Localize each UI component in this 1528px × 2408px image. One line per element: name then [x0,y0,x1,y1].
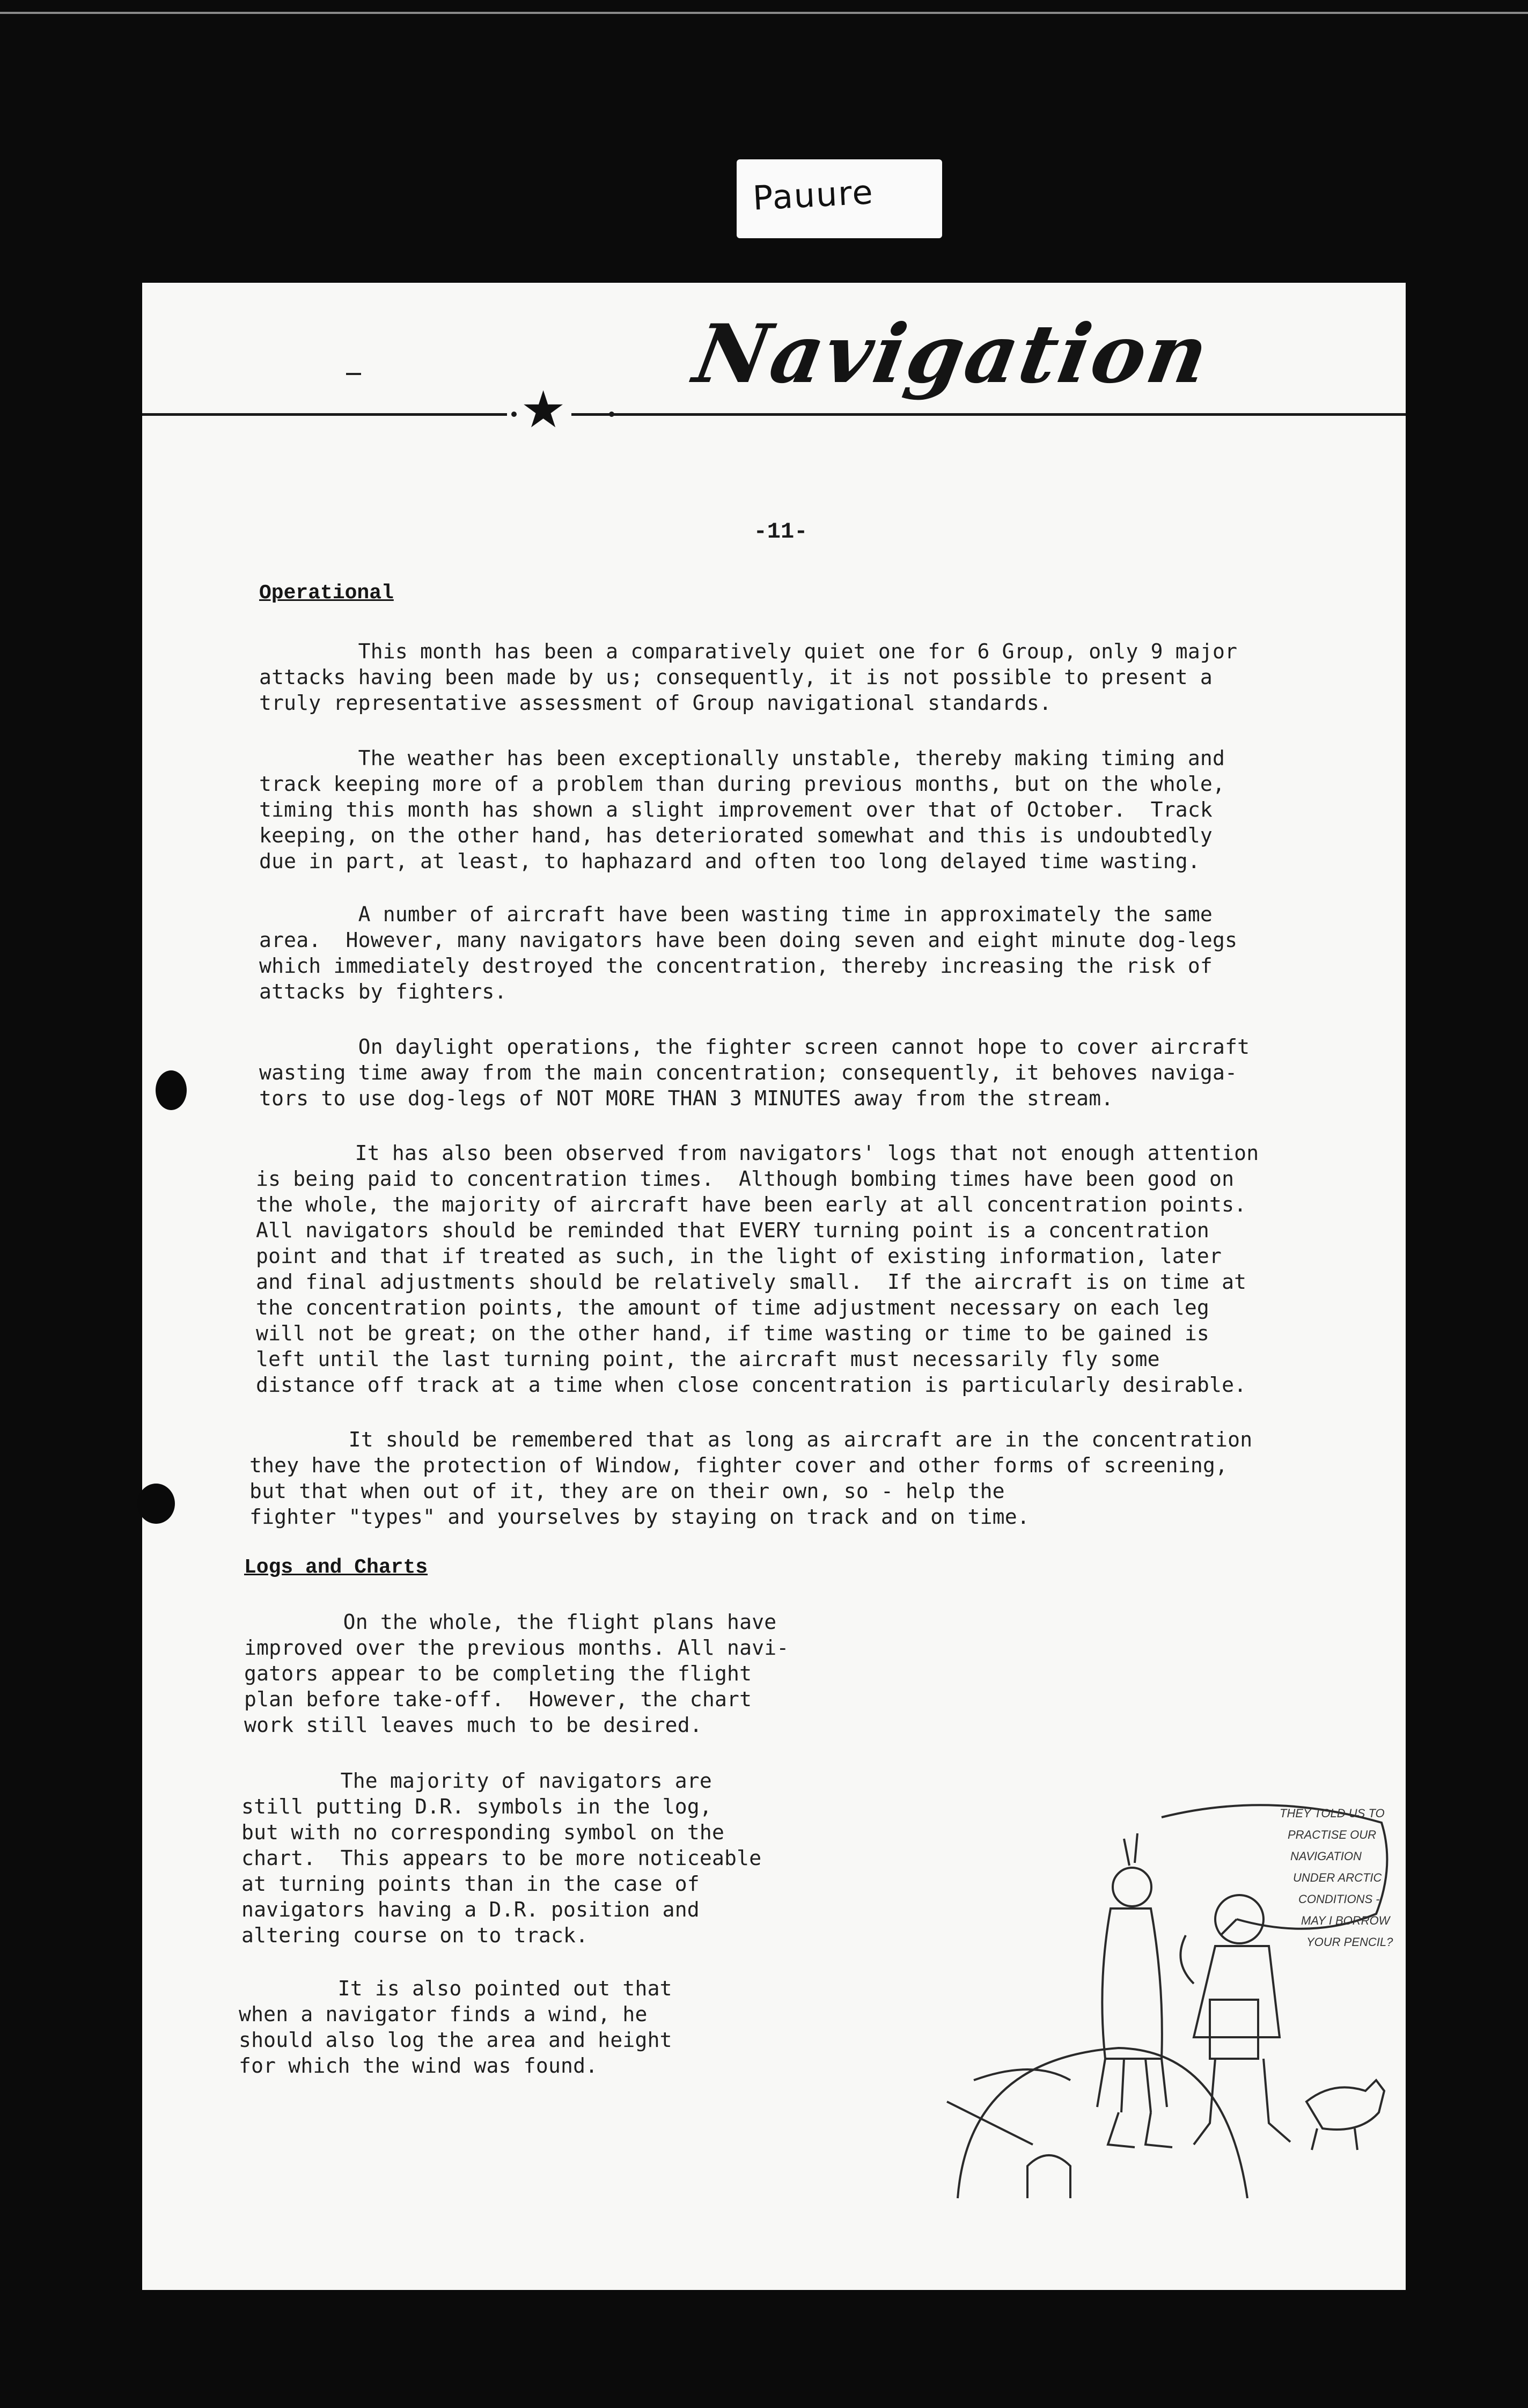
masthead-rule-right [571,413,1406,416]
star-icon: ★ [520,380,567,439]
paragraph: It should be remembered that as long as aircraft are in the concentration they have the protection of Window, fighter cover and other forms of screening, but that when out of it, they are on their own, so - help the fighter "types" and yourselves by staying on track and on time. [249,1428,1253,1529]
paragraph: It has also been observed from navigators' logs that not enough attention is being paid to concentration times. Although bombing times have been good on the whole, the majority of aircraft have been early at all concentration points. All navigators should be reminded that EVERY turning point is a concentration point and that if treated as such, in the light of existing information, later and final adjustments should be relatively small. If the aircraft is on time at the concentration points, the amount of time adjustment necessary on each leg will not be great; on the other hand, if time wasting or time to be gained is left until the last turning point, the aircraft must necessarily fly some distance off track at a time when close concentration is particularly desirable. [256,1141,1259,1397]
paragraph: This month has been a comparatively quiet one for 6 Group, only 9 major attacks having been made by us; consequently, it is not possible to present a truly representative assessment of Group navigational standards. [259,640,1238,715]
ink-blot [156,1070,187,1110]
eskimo-figure [1097,1833,1172,2147]
navigator-figure [1180,1895,1290,2145]
cartoon-illustration [893,1758,1406,2214]
cartoon-caption-line: MAY I BORROW [1301,1914,1390,1927]
cartoon-caption-line: THEY TOLD US TO [1280,1807,1385,1820]
paragraph: The weather has been exceptionally unstable, thereby making timing and track keeping more of a problem than during previous months, but on the whole, timing this month has shown a slight improvement over that of October. Track keeping, on the other hand, has deteriorated somewhat and this is undoubtedly due in part, at least, to haphazard and often too long delayed time wasting. [259,746,1225,873]
scan-edge-line [0,12,1528,14]
page-number: -11- [753,519,808,545]
paragraph: It is also pointed out that when a navigator finds a wind, he should also log the area and height for which the wind was found. [239,1977,672,2077]
section-heading-operational: Operational [259,582,394,605]
cartoon-caption-line: NAVIGATION [1290,1849,1362,1863]
document-page [142,283,1406,2290]
punch-hole [137,1484,175,1524]
paragraph: On daylight operations, the fighter screen cannot hope to cover aircraft wasting time away from the main concentration; consequently, it behoves naviga- tors to use dog-legs of NOT MORE THAN 3 MINUTES away from the stream. [259,1035,1250,1110]
cartoon-caption-line: UNDER ARCTIC [1293,1871,1382,1884]
masthead-rule-left [142,413,507,416]
handwritten-label-card [737,159,942,238]
cartoon-caption-line: CONDITIONS - [1298,1892,1380,1906]
dog-icon [1306,2080,1384,2150]
handwritten-label: Pauure [752,172,875,218]
masthead-title: Navigation [687,307,1217,401]
cartoon-caption-line: YOUR PENCIL? [1306,1935,1393,1949]
paragraph: On the whole, the flight plans have improved over the previous months. All navi- gators appear to be completing the flight plan before take-off. However, the chart work still leaves much to be desired. [244,1610,789,1737]
paragraph: The majority of navigators are still putting D.R. symbols in the log, but with no corresponding symbol on the chart. This appears to be more noticeable at turning points than in the case of navigators having a D.R. position and altering course on to track. [241,1769,762,1947]
masthead-dash [346,373,361,375]
rule-dot [511,412,517,417]
cartoon-caption-line: PRACTISE OUR [1288,1828,1377,1841]
section-heading-logs-and-charts: Logs and Charts [244,1556,428,1579]
paragraph: A number of aircraft have been wasting time in approximately the same area. However, many navigators have been doing seven and eight minute dog-legs which immediately destroyed the concentration, thereby increasing the risk of attacks by fighters. [259,902,1238,1003]
